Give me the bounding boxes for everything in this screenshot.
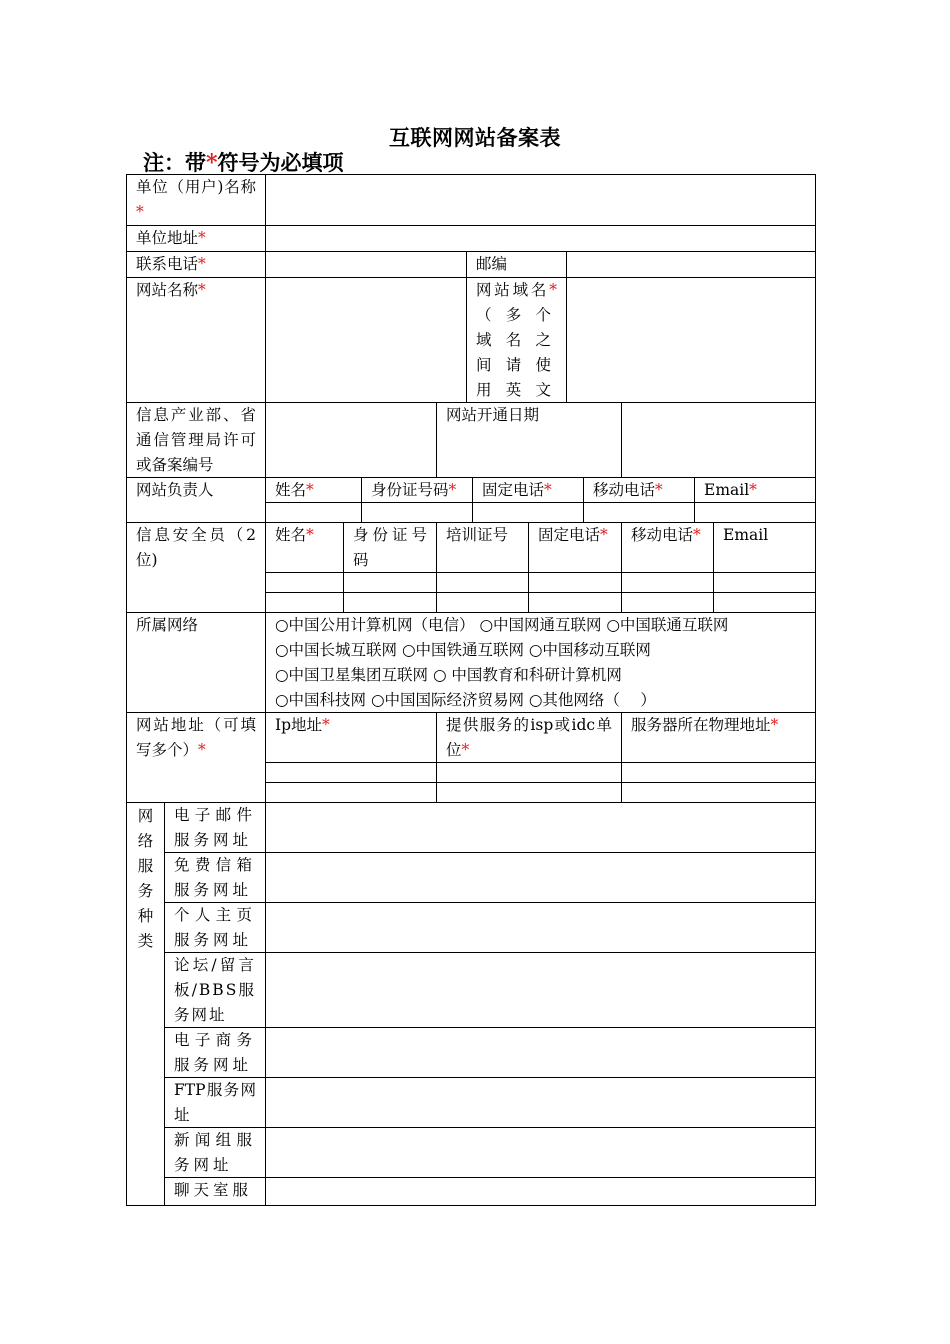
owner-col-id: 身份证号码* <box>371 481 457 499</box>
network-options <box>266 613 815 712</box>
site-domain-label: 网站域名*（多个域名之间请使用英文 <box>476 281 557 399</box>
required-star-icon: * <box>198 741 206 759</box>
service-free-mail: 免费信箱服务网址 <box>174 856 256 899</box>
service-bbs: 论坛/留言板/BBS服务网址 <box>174 956 256 1024</box>
owner-col-phone: 固定电话* <box>482 481 552 499</box>
officer-col-mobile: 移动电话* <box>631 526 701 544</box>
required-star-icon: * <box>198 281 206 299</box>
note-prefix: 注：带 <box>143 150 206 175</box>
postcode-field[interactable] <box>567 252 815 277</box>
service-chatroom: 聊天室服 <box>174 1181 253 1199</box>
contact-phone-label: 联系电话* <box>136 255 206 273</box>
site-domain-field[interactable] <box>567 278 815 402</box>
owner-col-mobile: 移动电话* <box>593 481 663 499</box>
registration-form <box>126 174 816 1206</box>
service-newsgroup: 新闻组服务网址 <box>174 1131 256 1174</box>
address-col-isp: 提供服务的isp或idc单位* <box>446 716 612 759</box>
postcode-label: 邮编 <box>476 255 508 273</box>
network-label: 所属网络 <box>136 616 199 634</box>
officer-col-name: 姓名* <box>275 526 314 544</box>
unit-name-field[interactable] <box>266 175 815 225</box>
site-name-field[interactable] <box>266 278 466 402</box>
required-star-icon: * <box>198 229 206 247</box>
row-divider <box>265 782 815 783</box>
note-suffix: 符号为必填项 <box>217 150 344 175</box>
unit-address-label: 单位地址* <box>136 229 206 247</box>
officer-col-email: Email <box>723 526 769 544</box>
license-number-label: 信息产业部、省通信管理局许可或备案编号 <box>136 406 256 474</box>
required-star-icon: * <box>549 281 557 299</box>
unit-address-field[interactable] <box>266 226 815 251</box>
contact-phone-field[interactable] <box>266 252 466 277</box>
address-col-ip: Ip地址* <box>275 716 330 734</box>
row-divider <box>265 572 815 573</box>
network-option-row[interactable]: ○中国卫星集团互联网 ○ 中国教育和科研计算机网 <box>275 666 622 684</box>
required-star-icon: * <box>198 255 206 273</box>
required-star-icon: * <box>206 150 218 176</box>
network-option-row[interactable]: ○中国公用计算机网（电信） ○中国网通互联网 ○中国联通互联网 <box>275 616 729 634</box>
network-option-row[interactable]: ○中国科技网 ○中国国际经济贸易网 ○其他网络（ ） <box>275 691 656 709</box>
service-homepage: 个人主页服务网址 <box>174 906 256 949</box>
row-divider <box>265 592 815 593</box>
row-divider <box>265 502 815 503</box>
site-address-label: 网站地址（可填写多个）* <box>136 716 256 759</box>
network-option-row[interactable]: ○中国长城互联网 ○中国铁通互联网 ○中国移动互联网 <box>275 641 651 659</box>
service-ecommerce: 电子商务服务网址 <box>174 1031 256 1074</box>
row-divider <box>265 762 815 763</box>
unit-name-label: 单位（用户)名称* <box>136 178 256 221</box>
required-star-icon: * <box>136 203 144 221</box>
address-col-physical: 服务器所在物理地址* <box>631 716 779 734</box>
open-date-label: 网站开通日期 <box>446 406 540 424</box>
officer-col-cert: 培训证号 <box>446 526 509 544</box>
required-note <box>143 147 344 177</box>
open-date-field[interactable] <box>622 403 815 477</box>
service-ftp: FTP服务网址 <box>174 1081 256 1124</box>
site-owner-label: 网站负责人 <box>136 481 214 499</box>
service-email: 电子邮件服务网址 <box>174 806 256 849</box>
owner-col-name: 姓名* <box>275 481 314 499</box>
license-number-field[interactable] <box>266 403 436 477</box>
officer-col-id: 身份证号码 <box>353 526 427 569</box>
form-title: 互联网网站备案表 <box>389 125 561 150</box>
service-type-label: 网 络 服 务 种 类 <box>137 807 154 950</box>
owner-col-email: Email* <box>704 481 757 499</box>
officer-col-phone: 固定电话* <box>538 526 608 544</box>
site-name-label: 网站名称* <box>136 281 206 299</box>
security-officer-label: 信息安全员（2位) <box>136 526 256 569</box>
